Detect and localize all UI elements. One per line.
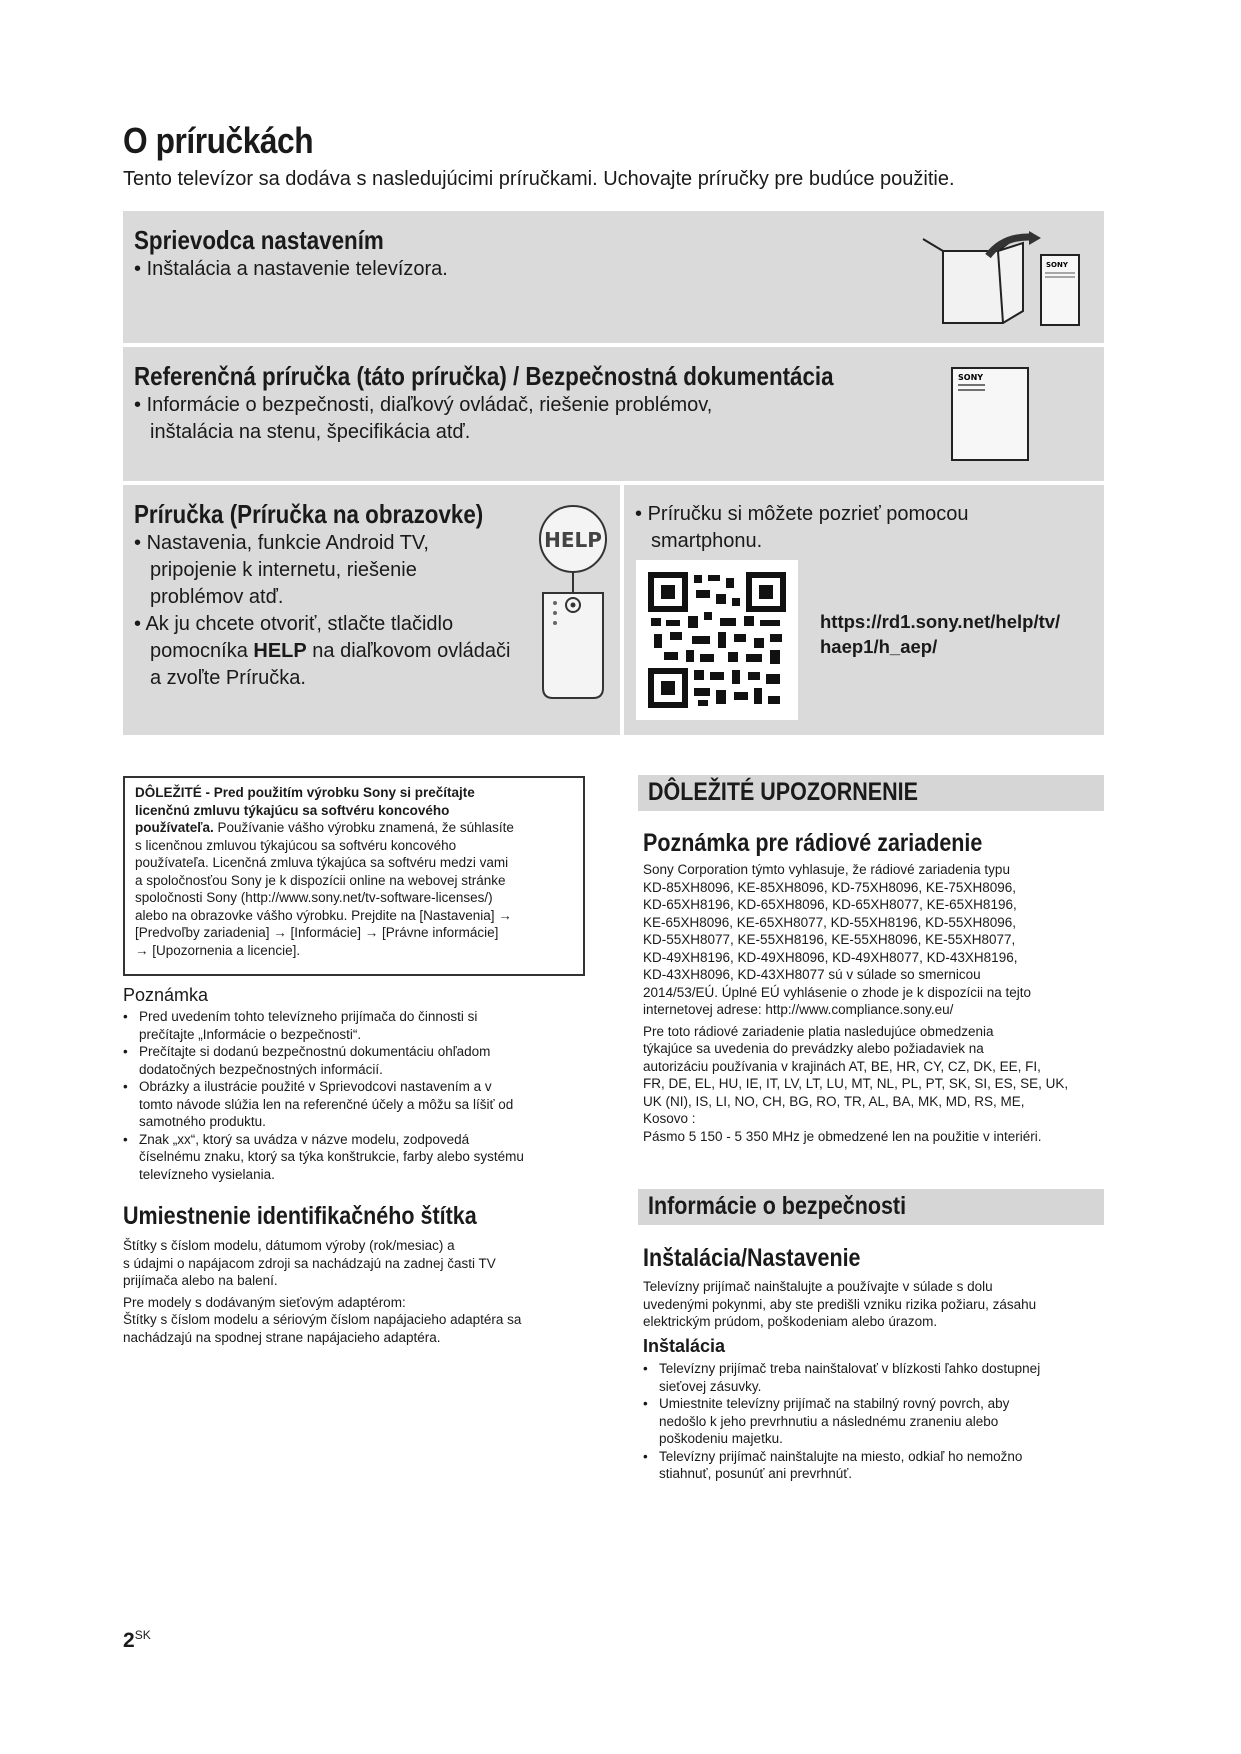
page-title: O príručkách	[123, 120, 314, 161]
important-license-box: DÔLEŽITÉ - Pred použitím výrobku Sony si prečítajte licenčnú zmluvu týkajúcu sa softvéru koncového používateľa. Používanie vášho výrobku znamená, že súhlasíte s licenčnou zmluvou týkajúcou sa softvéru koncového používateľa. Licenčná zmluva týkajúca sa softvéru medzi vami a spoločnosťou Sony je k dispozícii online na webovej stránke spoločnosti Sony (http://www.sony.net/tv-software-licenses/) alebo na obrazovke vášho výrobku. Prejdite na [Nastavenia] → [Predvoľby zariadenia] → [Informácie] → [Právne informácie] → [Upozornenia a licencie].	[123, 776, 585, 976]
reference-guide-bullet: • Informácie o bezpečnosti, diaľkový ovládač, riešenie problémov, inštalácia na stenu, špecifikácia atď.	[134, 394, 713, 443]
help-remote-icon	[533, 503, 615, 713]
list-item: • Obrázky a ilustrácie použité v Sprievodcovi nastavením a v tomto návode slúžia len na referenčné účely a môžu sa líšiť od samotného produktu.	[123, 1078, 593, 1131]
intro-text: Tento televízor sa dodáva s nasledujúcimi príručkami. Uchovajte príručky pre budúce použitie.	[123, 168, 955, 190]
installation-subheading: Inštalácia	[643, 1336, 726, 1356]
radio-notice-heading: Poznámka pre rádiové zariadenie	[643, 829, 983, 857]
reference-guide-title: Referenčná príručka (táto príručka) / Bezpečnostná dokumentácia	[134, 361, 834, 391]
reference-doc-icon	[949, 365, 1033, 465]
setup-guide-bullet: • Inštalácia a nastavenie televízora.	[134, 258, 448, 280]
setup-doc-brand: SONY	[1046, 261, 1068, 269]
installation-setup-heading: Inštalácia/Nastavenie	[643, 1244, 861, 1272]
radio-notice-text: Sony Corporation týmto vyhlasuje, že rádiové zariadenia typu KD-85XH8096, KE-85XH8096, KD-75XH8096, KE-75XH8096, KD-65XH8196, KD-65XH8096, KD-65XH8077, KE-65XH8196, KE-65XH8096, KE-65XH8077, KD-55XH8196, KD-55XH8096, KD-55XH8077, KE-55XH8196, KE-55XH8096, KE-55XH8077, KD-49XH8196, KD-49XH8096, KD-49XH8077, KD-43XH8196, KD-43XH8096, KD-43XH8077 sú v súlade so smernicou 2014/53/EÚ. Úplné EÚ vyhlásenie o zhode je k dispozícii na tejto internetovej adrese: http://www.compliance.sony.eu/ Pre toto rádiové zariadenie platia nasledujúce obmedzenia týkajúce sa uvedenia do prevádzky alebo požiadaviek na autorizáciu používania v krajinách AT, BE, HR, CY, CZ, DK, EE, FI, FR, DE, EL, HU, IE, IT, LV, LT, LU, MT, NL, PL, PT, SK, SI, ES, SE, UK, UK (NI), IS, LI, NO, CH, BG, RO, TR, AL, BA, MK, MD, RS, ME, Kosovo : Pásmo 5 150 - 5 350 MHz je obmedzené len na použitie v interiéri.	[643, 862, 1069, 1144]
help-guide-bullets: • Nastavenia, funkcie Android TV, pripojenie k internetu, riešenie problémov atď. • Ak ju chcete otvoriť, stlačte tlačidlo pomocníka HELP na diaľkovom ovládači a zvoľte Príručka.	[134, 532, 511, 689]
help-guide-box	[123, 485, 620, 735]
installation-list	[643, 1360, 1108, 1483]
help-qr-code[interactable]	[636, 560, 798, 720]
smartphone-guide-box	[624, 485, 1104, 735]
reference-doc-brand: SONY	[958, 373, 984, 382]
list-item: • Znak „xx“, ktorý sa uvádza v názve modelu, zodpovedá číselnému znaku, ktorý sa týka konštrukcie, farby alebo systému televízneho vysielania.	[123, 1131, 593, 1184]
label-section-text: Štítky s číslom modelu, dátumom výroby (rok/mesiac) a s údajmi o napájacom zdroji sa nachádzajú na zadnej časti TV prijímača alebo na balení. Pre modely s dodávaným sieťovým adaptérom: Štítky s číslom modelu a sériovým číslom napájacieho adaptéra sa nachádzajú na spodnej strane napájacieho adaptéra.	[123, 1238, 522, 1345]
reference-guide-box	[123, 347, 1104, 481]
qr-code-icon	[636, 560, 798, 720]
note-heading: Poznámka	[123, 985, 209, 1005]
important-notice-band: DÔLEŽITÉ UPOZORNENIE	[638, 775, 1104, 811]
list-item: • Televízny prijímač treba nainštalovať v blízkosti ľahko dostupnej sieťovej zásuvky.	[643, 1360, 1108, 1395]
installation-setup-text: Televízny prijímač nainštalujte a používajte v súlade s dolu uvedenými pokynmi, aby ste predišli vzniku rizika požiaru, zásahu elektrickým prúdom, poškodeniam alebo úrazom.	[643, 1279, 1037, 1329]
setup-guide-box	[123, 211, 1104, 343]
help-button-label: HELP	[544, 528, 602, 552]
page-number: $2^{SK}$	[123, 1628, 151, 1652]
safety-info-band: Informácie o bezpečnosti	[638, 1189, 1104, 1225]
list-item: • Umiestnite televízny prijímač na stabilný rovný povrch, aby nedošlo k jeho prevrhnutiu a následnému zraneniu alebo poškodeniu majetku.	[643, 1395, 1108, 1448]
list-item: • Pred uvedením tohto televízneho prijímača do činnosti si prečítajte „Informácie o bezpečnosti“.	[123, 1008, 593, 1043]
label-section-heading: Umiestnenie identifikačného štítka	[123, 1202, 477, 1230]
list-item: • Prečítajte si dodanú bezpečnostnú dokumentáciu ohľadom dodatočných bezpečnostných informácií.	[123, 1043, 593, 1078]
help-guide-title: Príručka (Príručka na obrazovke)	[134, 499, 484, 529]
list-item: • Televízny prijímač nainštalujte na miesto, odkiaľ ho nemožno stiahnuť, posunúť ani prevrhnúť.	[643, 1448, 1108, 1483]
help-url[interactable]: https://rd1.sony.net/help/tv/ haep1/h_aep/	[820, 611, 1061, 657]
tv-box-illustration-icon	[903, 231, 1083, 331]
setup-guide-title: Sprievodca nastavením	[134, 225, 384, 255]
smartphone-guide-bullet: • Príručku si môžete pozrieť pomocou smartphonu.	[635, 503, 969, 552]
note-list	[123, 1008, 593, 1183]
